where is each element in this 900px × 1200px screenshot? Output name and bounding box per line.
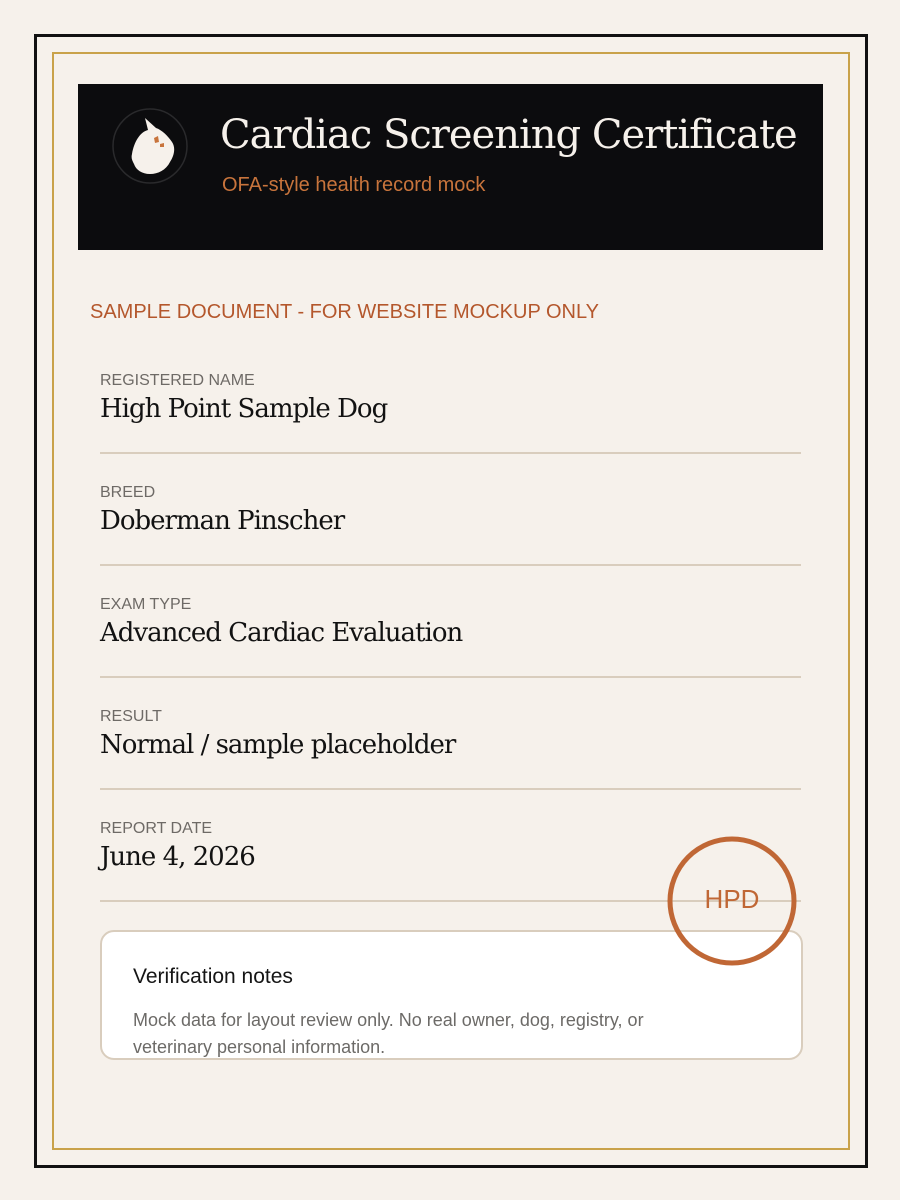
sample-document-banner: SAMPLE DOCUMENT - FOR WEBSITE MOCKUP ONLY <box>90 301 599 323</box>
seal-text: HPD <box>704 884 760 914</box>
hpd-seal-stamp <box>666 835 798 967</box>
field-label: REGISTERED NAME <box>100 372 255 389</box>
field-exam-type <box>100 596 801 678</box>
field-breed <box>100 484 801 566</box>
field-label: EXAM TYPE <box>100 596 192 613</box>
field-value: Doberman Pinscher <box>100 506 345 536</box>
field-result <box>100 708 801 790</box>
notes-title: Verification notes <box>133 965 293 988</box>
field-value: High Point Sample Dog <box>100 394 388 424</box>
certificate-subtitle: OFA-style health record mock <box>222 174 486 196</box>
field-label: RESULT <box>100 708 162 725</box>
certificate-title: Cardiac Screening Certificate <box>220 112 797 158</box>
certificate-header <box>78 84 823 250</box>
field-value: Normal / sample placeholder <box>100 730 456 760</box>
dog-head-icon <box>112 108 188 184</box>
field-label: BREED <box>100 484 156 501</box>
notes-body: Mock data for layout review only. No real owner, dog, registry, or veterinary personal information. <box>133 1010 644 1057</box>
field-label: REPORT DATE <box>100 820 213 837</box>
field-value: Advanced Cardiac Evaluation <box>100 618 463 648</box>
field-registered-name <box>100 372 801 454</box>
field-value: June 4, 2026 <box>100 842 255 872</box>
